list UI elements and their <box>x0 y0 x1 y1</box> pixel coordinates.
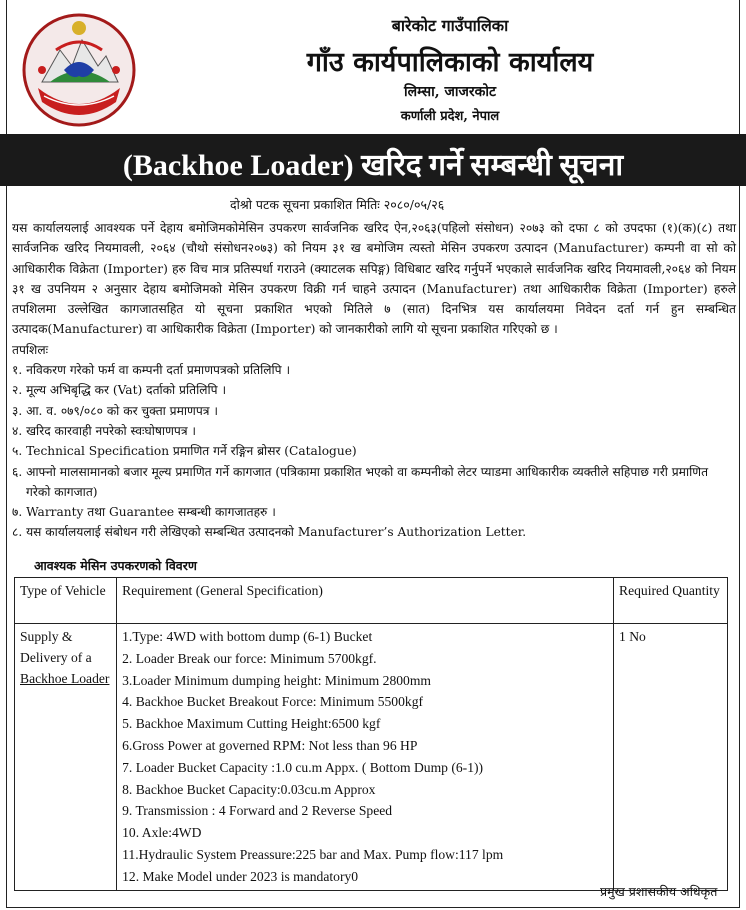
list-item: ५. Technical Specification प्रमाणित गर्ने रङ्गिन ब्रोसर (Catalogue) <box>12 444 357 459</box>
document-requirements-list <box>12 360 736 543</box>
header-quantity: Required Quantity <box>614 578 728 624</box>
list-item: ३. आ. व. ०७९/०८० को कर चुक्ता प्रमाणपत्र । <box>12 403 219 418</box>
requirements-cell <box>117 624 614 891</box>
office-name: गाँउ कार्यपालिकाको कार्यालय <box>306 47 594 78</box>
quantity-cell: 1 No <box>614 624 728 891</box>
province-country: कर्णाली प्रदेश, नेपाल <box>400 109 500 124</box>
header-requirement: Requirement (General Specification) <box>117 578 614 624</box>
vehicle-type-text: Supply & Delivery of a <box>20 629 92 665</box>
list-item: 3.Loader Minimum dumping height: Minimum 2800mm <box>122 672 431 688</box>
vehicle-name: Backhoe Loader <box>20 671 110 686</box>
list-item: 2. Loader Break our force: Minimum 5700kgf. <box>122 650 377 666</box>
list-item: 5. Backhoe Maximum Cutting Height:6500 kgf <box>122 716 381 732</box>
vehicle-type-cell <box>15 624 117 891</box>
intro-paragraph: यस कार्यालयलाई आवश्यक पर्ने देहाय बमोजिमकोमेसिन उपकरण सार्वजनिक खरिद ऐन,२०६३(पहिलो संसोधन) २०७३ को दफा ८ को उपदफा (१)(क)(८) तथा सार्वजनिक खरिद नियमावली, २०६४ (चौथो संसोधन२०७३) को नियम ३१ ख बमोजिम त्यस्तो मेसिन उपकरण उत्पादन (Manufacturer) कम्पनी वा सो को आधिकारीक विक्रेता (Importer) हरु विच मात्र प्रतिस्पर्धा गराउने (क्याटलक सपिङ्ग) विधिबाट खरिद गर्नुपर्ने भएकाले सार्वजनिक खरिद नियमावली,२०६४ को नियम ३१ ख उपनियम २ अनुसार देहाय बमोजिमको मेसिन उपकरण विक्री गर्न चाहने उत्पादन (Manufacturer) तथा आधिकारीक विक्रेता (Importer) हरुले तपशिलमा उल्लेखित कागजातसहित यो सूचना प्रकाशित भएको मितिले ७ (सात) दिनभित्र यस कार्यालयमा निवेदन दर्ता गर्न हुन सम्बन्धित उत्पादक(Manufacturer) वा आधिकारीक विक्रेता (Importer) को जानकारीको लागि यो सूचना प्रकाशित गरिएको छ । <box>12 221 736 337</box>
specification-table <box>14 577 728 891</box>
list-item: 6.Gross Power at governed RPM: Not less than 96 HP <box>122 737 418 753</box>
notice-body <box>12 218 736 543</box>
list-item: १. नविकरण गरेको फर्म वा कम्पनी दर्ता प्रमाणपत्रको प्रतिलिपि । <box>12 363 291 378</box>
list-item: २. मूल्य अभिबृद्धि कर (Vat) दर्ताको प्रतिलिपि । <box>12 383 227 398</box>
table-row <box>15 624 728 891</box>
list-item: 9. Transmission : 4 Forward and 2 Reverse Speed <box>122 803 393 819</box>
list-item: 10. Axle:4WD <box>122 825 202 841</box>
notice-title: (Backhoe Loader) खरिद गर्ने सम्बन्धी सूचना <box>122 149 624 182</box>
list-item: 11.Hydraulic System Preassure:225 bar and Max. Pump flow:117 lpm <box>122 846 504 862</box>
list-item: ७. Warranty तथा Guarantee सम्बन्धी कागजातहरु । <box>12 505 276 520</box>
office-address: लिम्सा, जाजरकोट <box>403 84 497 100</box>
list-item: 4. Backhoe Bucket Breakout Force: Minimum 5500kgf <box>122 694 424 710</box>
details-label: तपशिलः <box>12 342 49 357</box>
list-item: ४. खरिद कारवाही नपरेको स्वःघोषाणपत्र । <box>12 423 197 438</box>
list-item: ६. आफ्नो मालसामानको बजार मूल्य प्रमाणित गर्ने कागजात (पत्रिकामा प्रकाशित भएको वा कम्पनीको लेटर प्याडमा आधिकारीक व्यक्तीले सहिपाछ गरी प्रमाणित गरेको कागजात) <box>12 464 709 499</box>
list-item: 8. Backhoe Bucket Capacity:0.03cu.m Approx <box>122 781 376 797</box>
list-item: 1.Type: 4WD with bottom dump (6-1) Bucket <box>122 629 373 644</box>
signature-title: प्रमुख प्रशासकीय अधिकृत <box>600 884 718 899</box>
requirements-list <box>122 626 608 888</box>
nepal-emblem-icon <box>20 10 138 128</box>
publication-date: दोश्रो पटक सूचना प्रकाशित मितिः २०८०/०५/२६ <box>230 197 445 212</box>
municipality-name: बारेकोट गाउँपालिका <box>391 16 509 35</box>
header-type: Type of Vehicle <box>15 578 117 624</box>
list-item: 12. Make Model under 2023 is mandatory0 <box>122 868 359 884</box>
list-item: 7. Loader Bucket Capacity :1.0 cu.m Appx. ( Bottom Dump (6-1)) <box>122 759 484 775</box>
table-header-row <box>15 578 728 624</box>
table-caption: आवश्यक मेसिन उपकरणको विवरण <box>34 558 197 573</box>
list-item: ८. यस कार्यालयलाई संबोधन गरी लेखिएको सम्बन्धित उत्पादनको Manufacturer’s Authorization Letter. <box>12 525 527 540</box>
